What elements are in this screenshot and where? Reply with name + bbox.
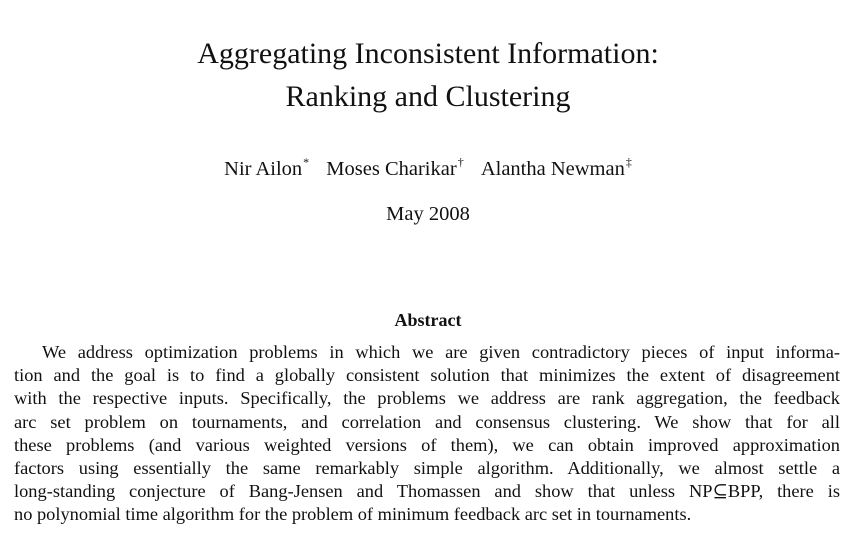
abstract-line: no polynomial time algorithm for the problem of minimum feedback arc set in tournaments. — [14, 504, 692, 525]
abstract-heading: Abstract — [394, 310, 462, 330]
paper-title-line-1: Aggregating Inconsistent Information: — [197, 37, 659, 70]
paper-title-line-2: Ranking and Clustering — [285, 80, 571, 113]
abstract-line: long-standing conjecture of Bang-Jensen and Thomassen and show that unless NP⊆BPP, there is — [14, 481, 840, 502]
author-name: Moses Charikar — [326, 157, 457, 180]
abstract-body — [14, 341, 840, 527]
footnote-mark: ‡ — [625, 155, 632, 169]
abstract-line: with the respective inputs. Specifically, the problems we address are rank aggregation, the feedback — [14, 388, 840, 409]
author-3 — [481, 149, 632, 183]
abstract-line: tion and the goal is to find a globally consistent solution that minimizes the extent of disagreement — [14, 365, 840, 386]
abstract-line: arc set problem on tournaments, and correlation and consensus clustering. We show that for all — [14, 411, 840, 432]
author-name: Alantha Newman — [480, 157, 625, 180]
footnote-mark: * — [303, 155, 310, 169]
abstract-line: these problems (and various weighted versions of them), we can obtain improved approximation — [14, 434, 840, 455]
publication-date: May 2008 — [386, 203, 470, 225]
footnote-mark: † — [457, 155, 464, 169]
author-list — [0, 149, 856, 183]
abstract-line: We address optimization problems in which we are given contradictory pieces of input informa- — [42, 342, 840, 362]
author-1 — [224, 149, 309, 183]
abstract-line: factors using essentially the same remarkably simple algorithm. Additionally, we almost settle a — [14, 457, 840, 478]
author-name: Nir Ailon — [224, 157, 303, 180]
author-2 — [326, 149, 463, 183]
